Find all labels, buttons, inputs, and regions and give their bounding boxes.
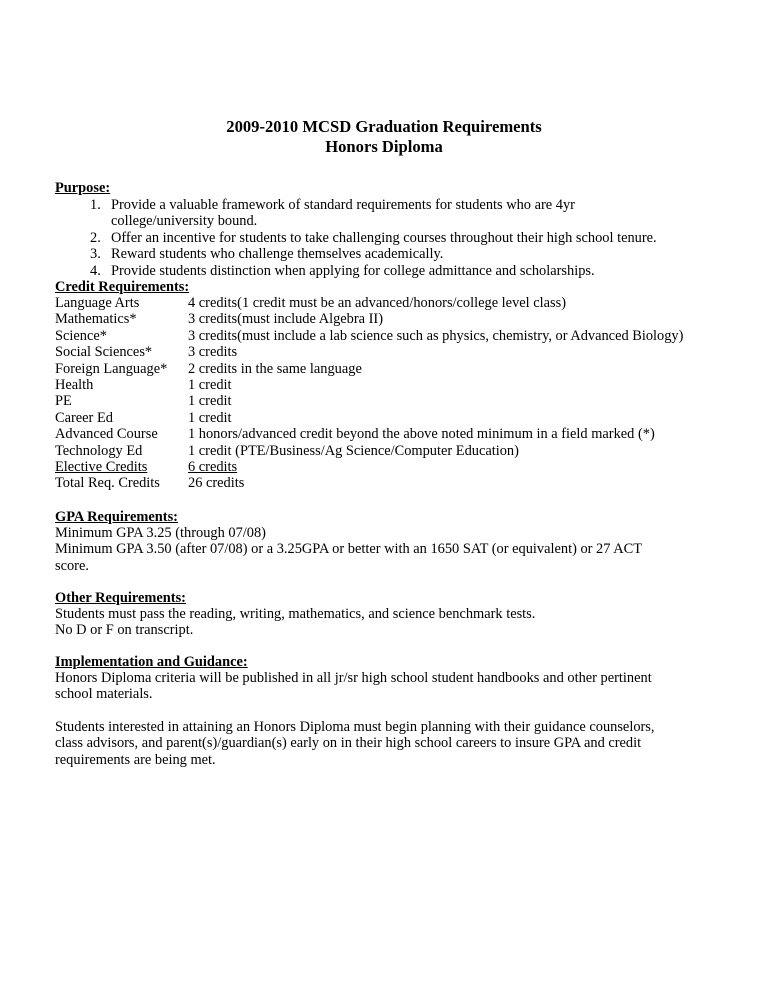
credit-requirements-table — [55, 295, 735, 492]
purpose-item-number: 4. — [90, 262, 101, 279]
credit-value: 26 credits — [188, 475, 245, 492]
credit-row — [55, 361, 735, 377]
implementation-heading: Implementation and Guidance: — [55, 654, 248, 670]
purpose-item-text: Offer an incentive for students to take challenging courses throughout their high school tenure. — [111, 229, 657, 246]
credit-subject: Foreign Language* — [55, 360, 168, 377]
purpose-heading: Purpose: — [55, 180, 111, 196]
implementation-line: class advisors, and parent(s)/guardian(s) early on in their high school careers to insure GPA and credit — [55, 735, 642, 752]
document-subtitle: Honors Diploma — [325, 137, 443, 156]
credit-subject: Mathematics* — [55, 311, 137, 328]
gpa-requirements-text — [55, 525, 735, 574]
credit-subject: Health — [55, 376, 94, 393]
credit-value: 3 credits(must include Algebra II) — [188, 311, 384, 328]
purpose-item — [55, 197, 735, 230]
purpose-item — [55, 230, 735, 246]
credit-row — [55, 328, 735, 344]
credit-value: 1 credit — [188, 376, 232, 393]
gpa-line: score. — [55, 557, 89, 574]
credit-value: 1 credit — [188, 409, 232, 426]
purpose-item-text: Provide students distinction when applying for college admittance and scholarships. — [111, 262, 595, 279]
credit-subject: Total Req. Credits — [55, 475, 160, 492]
credit-value: 2 credits in the same language — [188, 360, 362, 377]
credit-subject: Technology Ed — [55, 442, 143, 459]
credit-value: 1 credit — [188, 393, 232, 410]
credit-row — [55, 393, 735, 409]
credit-total-row — [55, 475, 735, 491]
purpose-item — [55, 263, 735, 279]
implementation-line: Honors Diploma criteria will be published in all jr/sr high school student handbooks and other pertinent — [55, 670, 652, 686]
credit-subject: Language Arts — [55, 295, 140, 311]
other-requirements-heading: Other Requirements: — [55, 590, 186, 606]
credit-row — [55, 377, 735, 393]
purpose-item-number: 3. — [90, 246, 101, 263]
purpose-item-text: Provide a valuable framework of standard requirements for students who are 4yr — [111, 197, 575, 213]
implementation-line: Students interested in attaining an Honors Diploma must begin planning with their guidance counselors, — [55, 719, 655, 735]
other-line: No D or F on transcript. — [55, 622, 194, 639]
purpose-item-number: 2. — [90, 229, 101, 246]
credit-subject: Advanced Course — [55, 426, 158, 443]
credit-subject: Science* — [55, 327, 107, 344]
purpose-item-text-cont: college/university bound. — [111, 213, 258, 230]
credit-subject: PE — [55, 393, 72, 410]
credit-row — [55, 344, 735, 360]
purpose-item-number: 1. — [90, 197, 101, 213]
credit-row — [55, 410, 735, 426]
credit-row — [55, 311, 735, 327]
purpose-list — [55, 197, 735, 279]
purpose-item-text: Reward students who challenge themselves academically. — [111, 246, 444, 263]
gpa-requirements-heading: GPA Requirements: — [55, 509, 178, 525]
credit-row — [55, 443, 735, 459]
other-line: Students must pass the reading, writing, mathematics, and science benchmark tests. — [55, 606, 536, 622]
credit-subject: Career Ed — [55, 409, 113, 426]
credit-value: 3 credits — [188, 344, 238, 361]
implementation-paragraph-2 — [55, 719, 735, 768]
credit-value: 3 credits(must include a lab science such as physics, chemistry, or Advanced Biology) — [188, 327, 684, 344]
credit-requirements-heading: Credit Requirements: — [55, 279, 190, 295]
credit-value: 1 honors/advanced credit beyond the above noted minimum in a field marked (*) — [188, 426, 655, 443]
credit-subject: Social Sciences* — [55, 344, 153, 361]
credit-row — [55, 459, 735, 475]
purpose-item — [55, 246, 735, 262]
implementation-paragraph-1 — [55, 670, 735, 703]
credit-value: 1 credit (PTE/Business/Ag Science/Computer Education) — [188, 442, 519, 459]
credit-row — [55, 426, 735, 442]
implementation-line: requirements are being met. — [55, 751, 216, 768]
credit-subject: Elective Credits — [55, 458, 148, 475]
credit-row — [55, 295, 735, 311]
credit-value: 6 credits — [188, 458, 238, 475]
implementation-line: school materials. — [55, 686, 153, 703]
other-requirements-text — [55, 606, 735, 639]
gpa-line: Minimum GPA 3.25 (through 07/08) — [55, 525, 266, 541]
gpa-line: Minimum GPA 3.50 (after 07/08) or a 3.25GPA or better with an 1650 SAT (or equivalent) or 27 ACT — [55, 541, 643, 558]
document-title: 2009-2010 MCSD Graduation Requirements — [226, 117, 542, 136]
credit-value: 4 credits(1 credit must be an advanced/honors/college level class) — [188, 295, 567, 311]
